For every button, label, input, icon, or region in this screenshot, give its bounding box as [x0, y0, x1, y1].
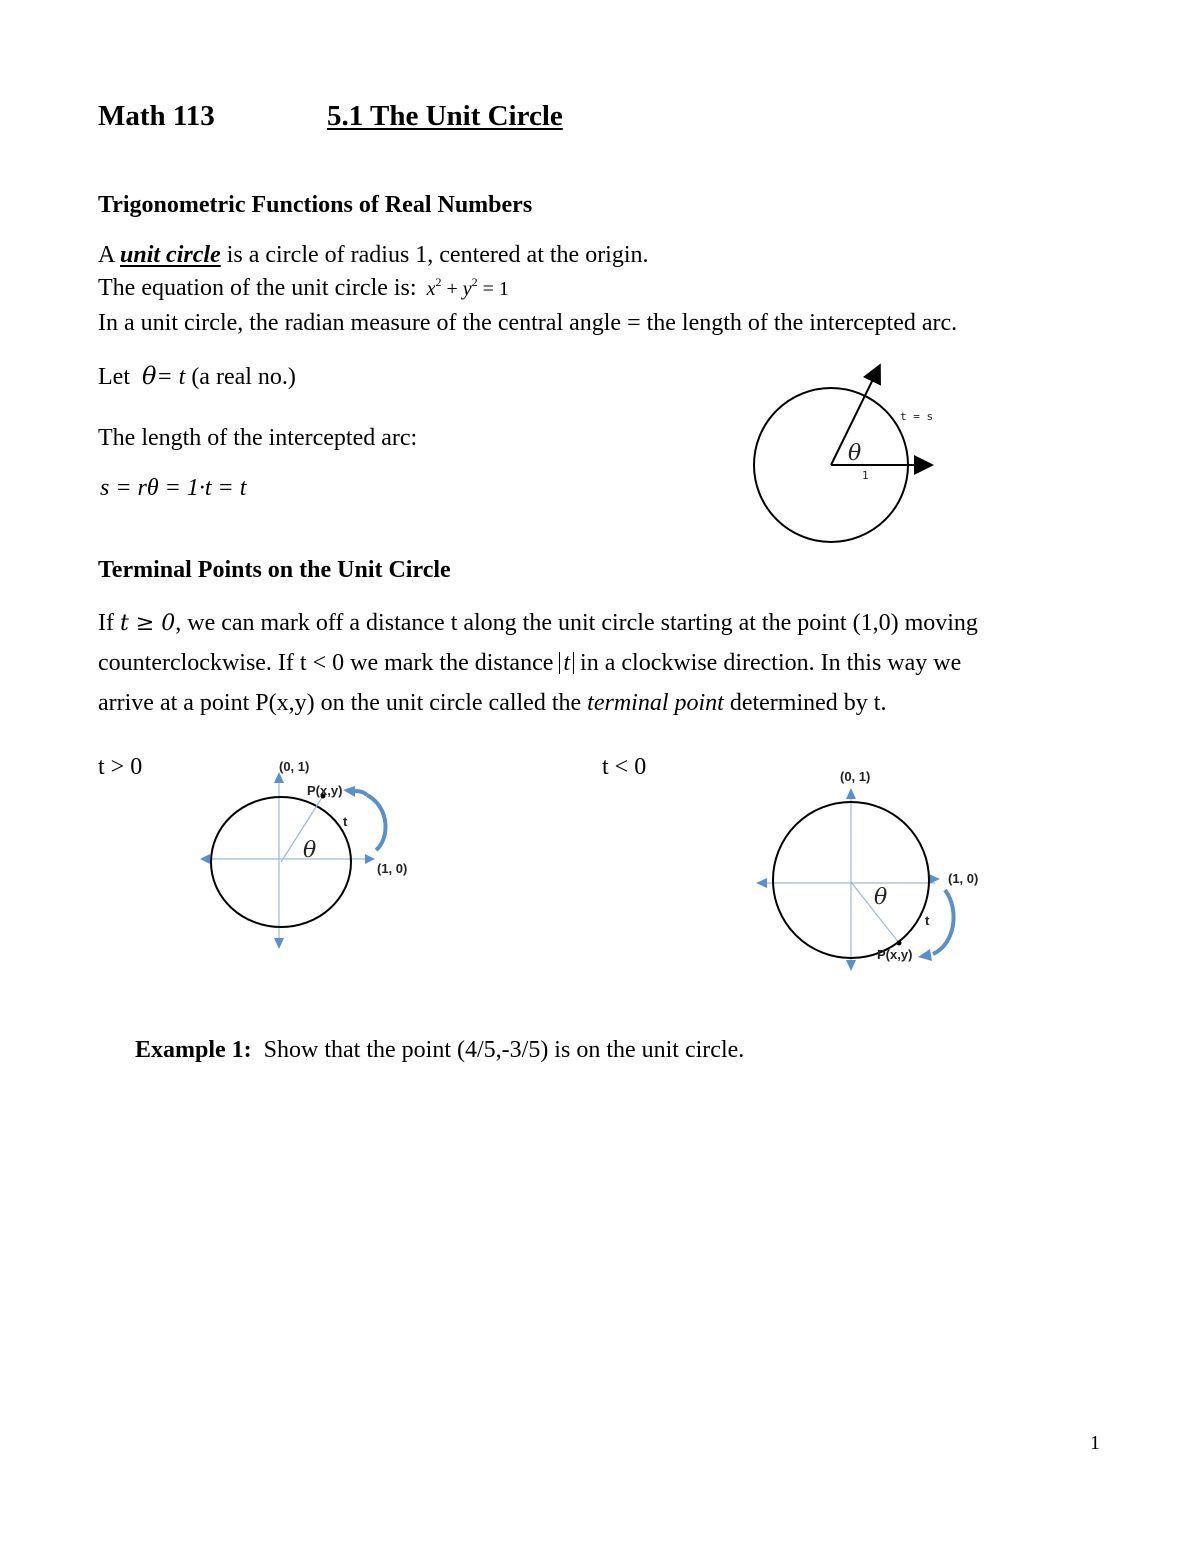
radius-to-p [281, 796, 323, 862]
arrow-up-icon [846, 788, 856, 799]
course-title: Math 113 [98, 100, 215, 132]
terminal-point-negative-figure [750, 762, 1000, 977]
section-heading-terminal-points: Terminal Points on the Unit Circle [98, 557, 451, 583]
arrow-right-icon [365, 854, 375, 864]
point-p [897, 941, 902, 946]
label-0-1: (0, 1) [840, 769, 871, 784]
line3-start: arrive at a point P(x,y) on the unit circle called the [98, 690, 582, 716]
abs-t: t [559, 652, 574, 674]
terminal-point-term: terminal point [587, 690, 724, 716]
let-word: Let [98, 364, 130, 390]
label-p: P(x,y) [307, 783, 343, 798]
section-heading-trig-functions: Trigonometric Functions of Real Numbers [98, 192, 533, 218]
arc-arrowhead-icon [918, 949, 932, 961]
example-1-text: Show that the point (4/5,-3/5) is on the unit circle. [263, 1037, 745, 1063]
label-p: P(x,y) [877, 947, 913, 962]
line1-if: If [98, 610, 114, 636]
arrow-down-icon [846, 960, 856, 971]
counterclockwise-arc-arrow [367, 795, 386, 850]
let-theta-line [98, 362, 296, 391]
arc-intro: The length of the intercepted arc: [98, 425, 418, 451]
def-term: unit circle [120, 242, 221, 268]
terminal-points-line-3 [98, 690, 886, 717]
caption-t-negative: t < 0 [602, 754, 647, 780]
line2-start: counterclockwise. If t < 0 we mark the distance [98, 650, 554, 676]
line3-rest: determined by t. [729, 690, 887, 716]
arc-arrowhead-icon [343, 786, 355, 797]
line1-condition: t ≥ 0 [119, 611, 176, 636]
equation-intro: The equation of the unit circle is: [98, 275, 417, 301]
radius-one-label: 1 [862, 469, 869, 482]
terminal-points-line-1 [98, 610, 978, 637]
page-number: 1 [1090, 1432, 1100, 1454]
section-title: 5.1 The Unit Circle [327, 100, 563, 132]
arc-formula: s = rθ = 1·t = t [100, 475, 247, 501]
label-t-equals-s: t = s [900, 410, 934, 423]
line1-rest: , we can mark off a distance t along the unit circle starting at the point (1,0) moving [175, 610, 978, 636]
theta-label: θ [874, 885, 888, 910]
terminal-points-line-2 [98, 650, 961, 677]
equation-math: $x^2 + y^2 = 1$ [426, 275, 509, 300]
clockwise-arc-arrow [933, 890, 954, 954]
caption-t-positive: t > 0 [98, 754, 143, 780]
let-eq: = t [156, 364, 186, 390]
arrow-down-icon [274, 938, 284, 949]
arrow-left-icon [200, 854, 210, 864]
unit-circle-definition [98, 242, 649, 269]
example-1 [135, 1037, 744, 1064]
def-prefix: A [98, 242, 115, 268]
label-0-1: (0, 1) [279, 759, 310, 774]
theta-label: θ [303, 838, 317, 863]
unit-circle-equation [98, 275, 509, 302]
arc-angle-figure [740, 355, 960, 555]
label-1-0: (1, 0) [377, 861, 408, 876]
theta-label: θ [848, 441, 862, 466]
example-1-label: Example 1: [135, 1037, 252, 1063]
let-note: (a real no.) [191, 364, 296, 390]
label-1-0: (1, 0) [948, 871, 979, 886]
arrow-left-icon [756, 878, 767, 888]
def-rest: is a circle of radius 1, centered at the origin. [226, 242, 649, 268]
line2-rest: in a clockwise direction. In this way we [580, 650, 962, 676]
label-t: t [343, 814, 348, 829]
terminal-point-positive-figure [195, 750, 425, 960]
label-t: t [925, 913, 930, 928]
let-theta-symbol: θ [141, 362, 157, 390]
radian-statement: In a unit circle, the radian measure of the central angle = the length of the intercepted arc. [98, 310, 958, 336]
